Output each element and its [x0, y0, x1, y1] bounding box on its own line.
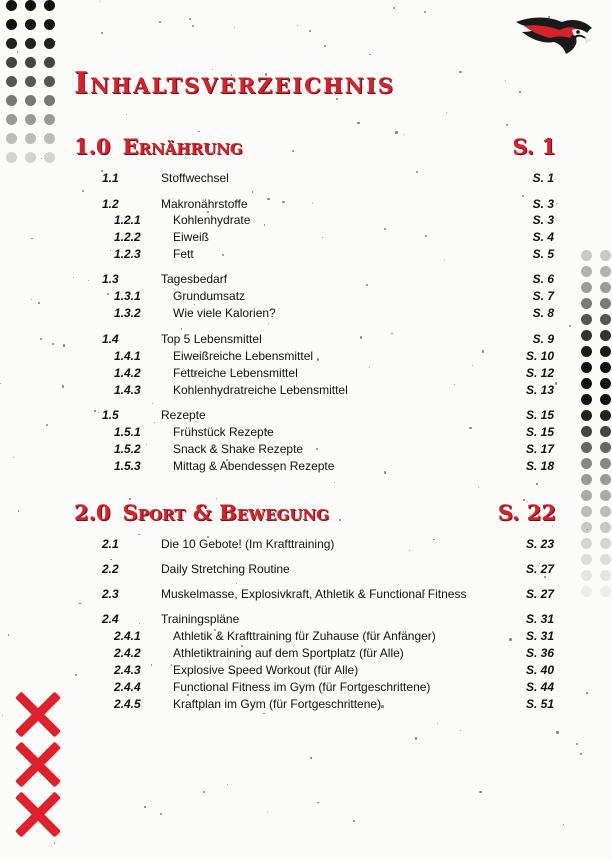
entry-title: Grundumsatz: [173, 289, 246, 303]
dot: [581, 266, 592, 277]
entry-title: Explosive Speed Workout (für Alle): [173, 663, 359, 677]
section-page: S. 1: [512, 134, 556, 159]
speck: [563, 824, 564, 825]
toc-entry[interactable]: [0, 537, 554, 551]
dot: [25, 0, 36, 11]
dot: [581, 362, 592, 373]
entry-page: S. 27: [525, 562, 554, 576]
entry-title: Stoffwechsel: [161, 171, 229, 185]
entry-title: Fett: [173, 247, 194, 261]
entry-page: S. 6: [532, 272, 554, 286]
speck: [569, 325, 571, 327]
dot: [581, 554, 592, 565]
dot: [581, 330, 592, 341]
dot: [600, 314, 611, 325]
speck: [267, 812, 268, 813]
dot: [6, 19, 17, 30]
dot: [581, 250, 592, 261]
speck: [415, 737, 417, 739]
dot: [581, 314, 592, 325]
entry-page: S. 36: [525, 646, 554, 660]
dot: [581, 474, 592, 485]
speck: [353, 820, 355, 822]
dot: [600, 378, 611, 389]
dot: [44, 0, 55, 11]
entry-number: 1.5.3: [114, 459, 141, 473]
dot: [44, 76, 55, 87]
speck: [580, 753, 582, 755]
toc-subentry[interactable]: [0, 680, 554, 694]
dot: [44, 152, 55, 163]
speck: [13, 457, 14, 458]
entry-page: S. 15: [525, 408, 554, 422]
entry-title: Muskelmasse, Explosivkraft, Athletik & Functional Fitness: [161, 587, 467, 601]
speck: [268, 323, 269, 324]
speck: [152, 403, 153, 404]
dot: [44, 133, 55, 144]
entry-title: Functional Fitness im Gym (für Fortgeschrittene): [173, 680, 431, 694]
dot: [6, 133, 17, 144]
dot: [6, 152, 17, 163]
speck: [2, 715, 3, 716]
dot: [600, 346, 611, 357]
speck: [460, 730, 461, 731]
dot: [6, 76, 17, 87]
toc-subentry[interactable]: [0, 306, 554, 320]
dot: [600, 442, 611, 453]
dot: [6, 57, 17, 68]
entry-title: Top 5 Lebensmittel: [161, 332, 262, 346]
dot: [44, 95, 55, 106]
speck: [263, 713, 265, 715]
speck: [459, 71, 461, 73]
entry-number: 1.2: [102, 197, 119, 211]
dot: [581, 458, 592, 469]
entry-page: S. 7: [532, 289, 554, 303]
dot: [581, 282, 592, 293]
entry-number: 1.4: [102, 332, 119, 346]
entry-title: Makronährstoffe: [161, 197, 248, 211]
dot: [600, 250, 611, 261]
entry-page: S. 51: [525, 697, 554, 711]
speck: [82, 190, 84, 192]
dot: [581, 570, 592, 581]
entry-page: S. 27: [525, 587, 554, 601]
entry-page: S. 17: [525, 442, 554, 456]
entry-number: 1.3: [102, 272, 119, 286]
entry-number: 1.4.3: [114, 383, 141, 397]
speck: [437, 723, 438, 724]
speck: [310, 757, 312, 759]
speck: [297, 25, 298, 26]
x-mark-icon: [16, 742, 60, 786]
speck: [446, 112, 447, 113]
entry-title: Kohlenhydrate: [173, 213, 251, 227]
toc-entry[interactable]: [0, 612, 554, 626]
entry-number: 2.4.1: [114, 629, 141, 643]
entry-page: S. 40: [525, 663, 554, 677]
speck: [221, 397, 222, 398]
speck: [160, 813, 162, 815]
section-number: 1.0: [74, 134, 111, 159]
speck: [552, 526, 553, 527]
speck: [187, 694, 189, 696]
dot: [25, 114, 36, 125]
speck: [110, 559, 112, 561]
toc-subentry[interactable]: [0, 230, 554, 244]
entry-number: 1.4.1: [114, 349, 141, 363]
dot: [600, 538, 611, 549]
dot: [6, 114, 17, 125]
dot: [44, 114, 55, 125]
toc-subentry[interactable]: [0, 247, 554, 261]
speck: [234, 27, 235, 28]
dot: [25, 95, 36, 106]
dot: [25, 76, 36, 87]
dot: [25, 19, 36, 30]
toc-entry[interactable]: [0, 408, 554, 422]
speck: [555, 382, 557, 384]
entry-page: S. 15: [525, 425, 554, 439]
section-heading[interactable]: [74, 134, 556, 159]
entry-title: Snack & Shake Rezepte: [173, 442, 304, 456]
entry-number: 1.1: [102, 171, 119, 185]
dot: [25, 57, 36, 68]
dot: [600, 458, 611, 469]
dot: [600, 410, 611, 421]
dot: [600, 362, 611, 373]
entry-page: S. 8: [532, 306, 554, 320]
dot: [581, 442, 592, 453]
speck: [101, 32, 103, 34]
entry-title: Rezepte: [161, 408, 206, 422]
entry-number: 1.5.1: [114, 425, 141, 439]
speck: [556, 731, 559, 734]
dot: [6, 38, 17, 49]
dot: [600, 570, 611, 581]
speck: [587, 529, 588, 530]
entry-title: Wie viele Kalorien?: [173, 306, 276, 320]
entry-number: 1.3.1: [114, 289, 141, 303]
entry-page: S. 9: [532, 332, 554, 346]
entry-page: S. 31: [525, 629, 554, 643]
dot-pattern-right: [581, 250, 611, 597]
entry-number: 2.1: [102, 537, 119, 551]
entry-page: S. 31: [525, 612, 554, 626]
section-number: 2.0: [74, 500, 111, 525]
x-mark-icon: [16, 692, 60, 736]
entry-page: S. 44: [525, 680, 554, 694]
page-title: Inhaltsverzeichnis: [74, 66, 395, 101]
toc-entry[interactable]: [0, 171, 554, 185]
dot: [600, 298, 611, 309]
speck: [586, 692, 587, 693]
dot: [44, 38, 55, 49]
entry-title: Trainingspläne: [161, 612, 240, 626]
speck: [317, 802, 319, 804]
entry-page: S. 12: [525, 366, 554, 380]
dot: [44, 19, 55, 30]
speck: [478, 487, 479, 488]
dot: [581, 490, 592, 501]
dot: [600, 266, 611, 277]
entry-page: S. 1: [532, 171, 554, 185]
dot-pattern-top-left: [6, 0, 55, 163]
dot: [44, 57, 55, 68]
entry-number: 2.4.3: [114, 663, 141, 677]
entry-title: Kohlenhydratreiche Lebensmittel: [173, 383, 348, 397]
speck: [194, 304, 195, 305]
dot: [600, 554, 611, 565]
toc-subentry[interactable]: [0, 629, 554, 643]
entry-title: Daily Stretching Routine: [161, 562, 290, 576]
dot: [581, 378, 592, 389]
dot: [600, 506, 611, 517]
dot: [581, 346, 592, 357]
toc-entry[interactable]: [0, 587, 554, 601]
entry-number: 1.2.2: [114, 230, 141, 244]
speck: [544, 576, 546, 578]
section-title: Sport & Bewegung: [122, 500, 329, 525]
entry-number: 2.4.2: [114, 646, 141, 660]
toc-entry[interactable]: [0, 272, 554, 286]
speck: [556, 203, 557, 204]
entry-page: S. 5: [532, 247, 554, 261]
speck: [54, 842, 56, 844]
dot: [6, 0, 17, 11]
entry-number: 2.4.4: [114, 680, 141, 694]
dot: [581, 538, 592, 549]
speck: [424, 11, 426, 13]
speck: [154, 422, 155, 423]
speck: [227, 784, 228, 785]
dot: [25, 152, 36, 163]
section-heading[interactable]: [74, 500, 556, 525]
dot: [581, 522, 592, 533]
toc-subentry[interactable]: [0, 646, 554, 660]
entry-number: 1.5.2: [114, 442, 141, 456]
entry-title: Athletiktraining auf dem Sportplatz (für Alle): [173, 646, 404, 660]
eagle-logo-icon: [514, 14, 594, 60]
speck: [126, 114, 127, 115]
entry-number: 1.3.2: [114, 306, 141, 320]
toc-subentry[interactable]: [0, 442, 554, 456]
toc-subentry[interactable]: [0, 425, 554, 439]
dot: [581, 426, 592, 437]
speck: [216, 498, 217, 499]
dot: [25, 38, 36, 49]
dot: [581, 394, 592, 405]
speck: [144, 806, 145, 807]
entry-page: S. 23: [525, 537, 554, 551]
dot: [581, 506, 592, 517]
dot: [600, 522, 611, 533]
speck: [181, 328, 182, 329]
dot: [600, 426, 611, 437]
speck: [17, 51, 18, 52]
entry-number: 2.2: [102, 562, 119, 576]
entry-page: S. 3: [532, 213, 554, 227]
entry-number: 1.4.2: [114, 366, 141, 380]
entry-number: 2.4: [102, 612, 119, 626]
entry-number: 2.3: [102, 587, 119, 601]
entry-title: Eiweißreiche Lebensmittel: [173, 349, 314, 363]
speck: [192, 25, 194, 27]
speck: [334, 482, 335, 483]
speck: [79, 603, 81, 605]
entry-title: Mittag & Abendessen Rezepte: [173, 459, 335, 473]
toc-subentry[interactable]: [0, 349, 554, 363]
entry-page: S. 18: [525, 459, 554, 473]
speck: [203, 791, 205, 793]
speck: [252, 191, 254, 193]
dot: [600, 474, 611, 485]
entry-page: S. 10: [525, 349, 554, 363]
speck: [324, 45, 326, 47]
dot: [600, 282, 611, 293]
speck: [536, 483, 538, 485]
speck: [138, 534, 140, 536]
toc-entry[interactable]: [0, 332, 554, 346]
dot: [25, 133, 36, 144]
speck: [18, 510, 19, 511]
toc-subentry[interactable]: [0, 213, 554, 227]
toc-subentry[interactable]: [0, 459, 554, 473]
speck: [159, 21, 161, 23]
x-mark-icon: [16, 792, 60, 836]
entry-page: S. 4: [532, 230, 554, 244]
section-page: S. 22: [497, 500, 556, 525]
dot: [600, 394, 611, 405]
dot: [600, 330, 611, 341]
entry-title: Fettreiche Lebensmittel: [173, 366, 298, 380]
speck: [505, 80, 507, 82]
toc-subentry[interactable]: [0, 366, 554, 380]
section-title: Ernährung: [122, 134, 243, 159]
toc-entry[interactable]: [0, 197, 554, 211]
toc-subentry[interactable]: [0, 697, 554, 711]
speck: [393, 7, 395, 9]
entry-number: 1.2.3: [114, 247, 141, 261]
entry-page: S. 3: [532, 197, 554, 211]
dot: [600, 490, 611, 501]
dot: [581, 410, 592, 421]
dot: [6, 95, 17, 106]
speck: [309, 30, 312, 33]
entry-title: Tagesbedarf: [161, 272, 228, 286]
speck: [357, 122, 360, 125]
entry-title: Kraftplan im Gym (für Fortgeschrittene): [173, 697, 382, 711]
speck: [479, 791, 482, 794]
speck: [506, 124, 508, 126]
toc-subentry[interactable]: [0, 289, 554, 303]
entry-number: 2.4.5: [114, 697, 141, 711]
entry-title: Die 10 Gebote! (Im Krafttraining): [161, 537, 335, 551]
speck: [369, 54, 370, 55]
toc-subentry[interactable]: [0, 663, 554, 677]
speck: [189, 18, 191, 20]
speck: [236, 583, 237, 584]
entry-page: S. 13: [525, 383, 554, 397]
entry-title: Eiweiß: [173, 230, 210, 244]
toc-entry[interactable]: [0, 562, 554, 576]
entry-number: 1.5: [102, 408, 119, 422]
speck: [576, 743, 578, 745]
speck: [519, 91, 521, 93]
dot: [600, 586, 611, 597]
entry-title: Athletik & Krafttraining für Zuhause (für Anfänger): [173, 629, 436, 643]
speck: [198, 131, 200, 133]
toc-subentry[interactable]: [0, 383, 554, 397]
entry-title: Frühstück Rezepte: [173, 425, 274, 439]
dot: [581, 298, 592, 309]
dot: [581, 586, 592, 597]
entry-number: 1.2.1: [114, 213, 141, 227]
speck: [99, 1, 100, 2]
speck: [54, 41, 56, 43]
